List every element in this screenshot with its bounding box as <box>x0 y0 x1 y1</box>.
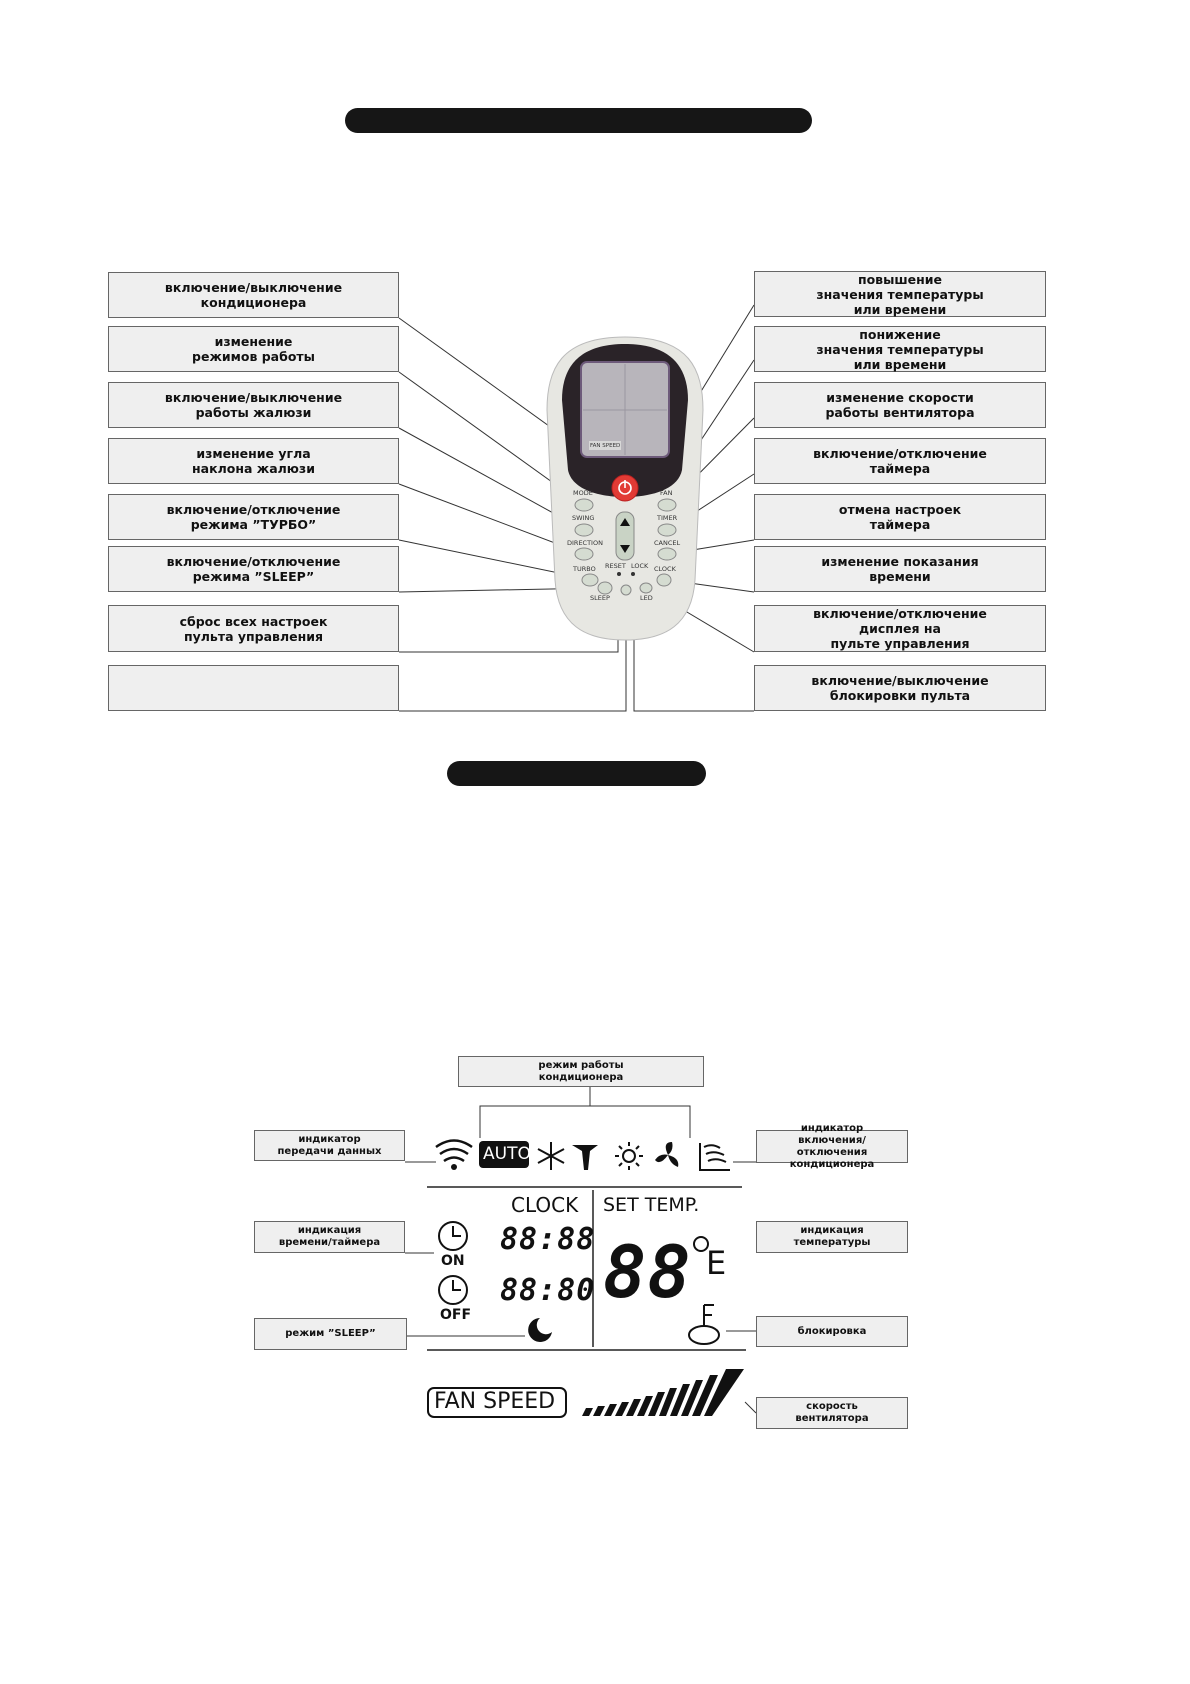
btn-fan-label: FAN <box>660 489 673 497</box>
label-reset: сброс всех настроек пульта управления <box>108 605 399 652</box>
lcd-label-transmit: индикатор передачи данных <box>254 1130 405 1161</box>
lcd-label-fan-speed: скорость вентилятора <box>756 1397 908 1429</box>
btn-sleep-label: SLEEP <box>590 594 610 602</box>
temp-display: 88 <box>603 1230 692 1314</box>
btn-clock-label: CLOCK <box>654 565 676 573</box>
clock-on-icon <box>439 1222 467 1250</box>
lcd-label-mode: режим работы кондиционера <box>458 1056 704 1087</box>
dry-icon <box>572 1145 598 1170</box>
label-clock: изменение показания времени <box>754 546 1046 592</box>
lcd-label-temperature: индикация температуры <box>756 1221 908 1253</box>
transmit-icon <box>436 1141 472 1162</box>
fan-speed-tag: FAN SPEED <box>590 443 621 449</box>
btn-cancel-label: CANCEL <box>654 539 681 547</box>
lcd-label-sleep: режим ”SLEEP” <box>254 1318 407 1350</box>
label-turbo: включение/отключение режима ”ТУРБО” <box>108 494 399 540</box>
btn-lock-label: LOCK <box>631 562 649 570</box>
btn-turbo-label: TURBO <box>573 565 596 573</box>
btn-mode-label: MODE <box>573 489 593 497</box>
label-direction: изменение угла наклона жалюзи <box>108 438 399 484</box>
label-temp-down: понижение значения температуры или времени <box>754 326 1046 372</box>
label-lock: включение/выключение блокировки пульта <box>754 665 1046 711</box>
label-sleep: включение/отключение режима ”SLEEP” <box>108 546 399 592</box>
btn-swing-label: SWING <box>572 514 595 522</box>
lock-icon <box>689 1305 719 1344</box>
sun-icon <box>615 1142 643 1170</box>
label-mode: изменение режимов работы <box>108 326 399 372</box>
power-indicator-icon <box>700 1143 730 1170</box>
label-cancel: отмена настроек таймера <box>754 494 1046 540</box>
label-timer: включение/отключение таймера <box>754 438 1046 484</box>
lcd-label-lock: блокировка <box>756 1316 908 1347</box>
off-label: OFF <box>440 1307 472 1323</box>
label-led: включение/отключение дисплея на пульте управления <box>754 605 1046 652</box>
auto-label: AUTO <box>483 1144 531 1164</box>
btn-reset-label: RESET <box>605 562 626 570</box>
btn-led-label: LED <box>640 594 653 602</box>
fan-speed-label: FAN SPEED <box>434 1389 556 1414</box>
on-label: ON <box>441 1253 465 1269</box>
label-temp-up: повышение значения температуры или времени <box>754 271 1046 317</box>
time-off-display: 88:80 <box>500 1273 596 1308</box>
set-temp-label: SET TEMP. <box>603 1194 700 1216</box>
fan-speed-bars <box>582 1369 744 1416</box>
celsius-label: E <box>706 1244 727 1282</box>
sleep-moon-icon <box>528 1318 552 1342</box>
transmit-dot <box>451 1164 457 1170</box>
lcd-label-power: индикатор включения/отключения кондиционера <box>756 1130 908 1163</box>
label-power: включение/выключение кондиционера <box>108 272 399 318</box>
lcd-label-time: индикация времени/таймера <box>254 1221 405 1253</box>
clock-label: CLOCK <box>511 1193 579 1217</box>
btn-direction-label: DIRECTION <box>567 539 603 547</box>
label-fan: изменение скорости работы вентилятора <box>754 382 1046 428</box>
time-on-display: 88:88 <box>500 1222 596 1257</box>
snowflake-icon <box>538 1142 564 1170</box>
clock-off-icon <box>439 1276 467 1304</box>
btn-timer-label: TIMER <box>657 514 678 522</box>
label-swing: включение/выключение работы жалюзи <box>108 382 399 428</box>
fan-icon <box>655 1142 678 1167</box>
